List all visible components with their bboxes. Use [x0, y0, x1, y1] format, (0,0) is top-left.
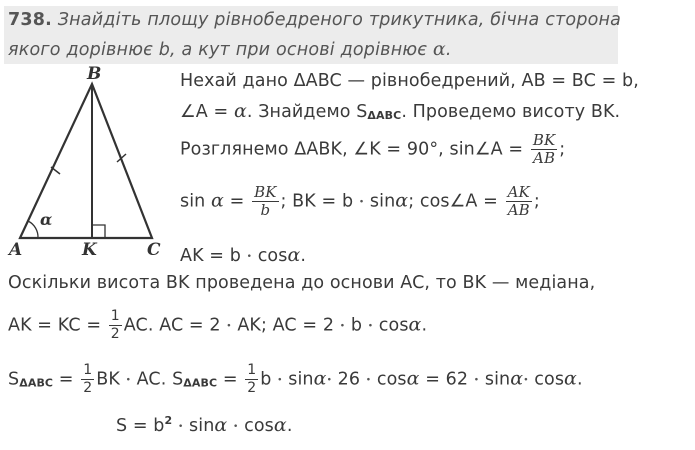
- problem-number: 738.: [8, 10, 52, 30]
- bullet-icon: •: [233, 422, 239, 432]
- alpha-symbol: α: [395, 189, 409, 212]
- alpha-symbol: α: [406, 367, 420, 390]
- bullet-icon: •: [226, 321, 232, 332]
- bullet-icon: •: [339, 321, 346, 332]
- right-angle-mark: [92, 225, 105, 238]
- alpha-symbol: α: [408, 313, 422, 336]
- alpha-symbol: α: [432, 38, 446, 60]
- bullet-icon: •: [326, 375, 332, 386]
- label-c: C: [147, 240, 161, 260]
- problem-line-2: якого дорівнює b, а кут при основі дорівнює α.: [8, 38, 452, 60]
- problem-text-2: якого дорівнює b, а кут при основі дорівнює: [8, 40, 428, 60]
- solution-line-8: SΔABC = $\frac{1}{2}$ BK • AC. SΔABC = $\frac{1}{2}$ b • sinα• 26 • cosα = 62 • sinα• cosα.: [8, 362, 583, 396]
- alpha-symbol: α: [211, 189, 224, 212]
- solution-line-1: Нехай дано ΔABC — рівнобедрений, AB = BC = b,: [180, 71, 639, 91]
- fraction-half: $\frac{1}{2}$: [110, 308, 120, 342]
- bullet-icon: •: [177, 422, 184, 432]
- solution-line-7: AK = KC = $\frac{1}{2}$ AC. AC = 2 • AK; AC = 2 • b • cosα.: [8, 308, 428, 342]
- label-k: K: [82, 240, 97, 260]
- alpha-symbol: α: [273, 414, 287, 436]
- solution-line-4: sin α = $\frac{BK}{b}$ ; BK = b • sinα; cos∠A = $\frac{AK}{AB}$ ;: [180, 183, 540, 219]
- problem-line-1: [8, 10, 621, 30]
- fraction-bk-b: $\frac{BK}{b}$: [254, 183, 277, 219]
- alpha-symbol: α: [313, 367, 327, 390]
- bullet-icon: •: [365, 375, 372, 386]
- fraction-half: $\frac{1}{2}$: [83, 362, 93, 396]
- bullet-icon: •: [358, 197, 365, 208]
- bullet-icon: •: [473, 375, 480, 386]
- solution-line-2: ∠A = α. Знайдемо SΔABC. Проведемо висоту BK.: [180, 100, 621, 122]
- triangle-figure: [10, 70, 170, 265]
- label-b: B: [87, 64, 102, 84]
- fraction-half: $\frac{1}{2}$: [247, 362, 257, 396]
- bullet-icon: •: [523, 375, 529, 386]
- alpha-symbol: α: [564, 367, 577, 390]
- label-alpha: α: [40, 210, 53, 229]
- solution-line-5: AK = b • cosα.: [180, 244, 307, 266]
- fraction-bk-ab: $\frac{BK}{AB}$: [532, 131, 556, 167]
- solution-line-3: Розглянемо ΔABK, ∠K = 90°, sin∠A = $\frac{BK}{AB}$ ;: [180, 131, 566, 167]
- bullet-icon: •: [277, 375, 283, 386]
- bullet-icon: •: [367, 321, 374, 332]
- bullet-icon: •: [246, 252, 253, 262]
- alpha-symbol: α: [233, 100, 247, 122]
- problem-text-1: Знайдіть площу рівнобедреного трикутника, бічна сторона: [57, 10, 622, 30]
- solution-line-9: $S = b^2$ • sinα • cosα.: [116, 414, 293, 436]
- bullet-icon: •: [125, 375, 131, 386]
- alpha-symbol: α: [214, 414, 228, 436]
- fraction-ak-ab: $\frac{AK}{AB}$: [507, 183, 530, 219]
- alpha-symbol: α: [510, 367, 524, 390]
- angle-arc-a: [28, 221, 38, 238]
- label-a: A: [9, 240, 23, 260]
- alpha-symbol: α: [287, 244, 301, 266]
- solution-line-6: Оскільки висота BK проведена до основи AC, то BK — медіана,: [8, 273, 596, 293]
